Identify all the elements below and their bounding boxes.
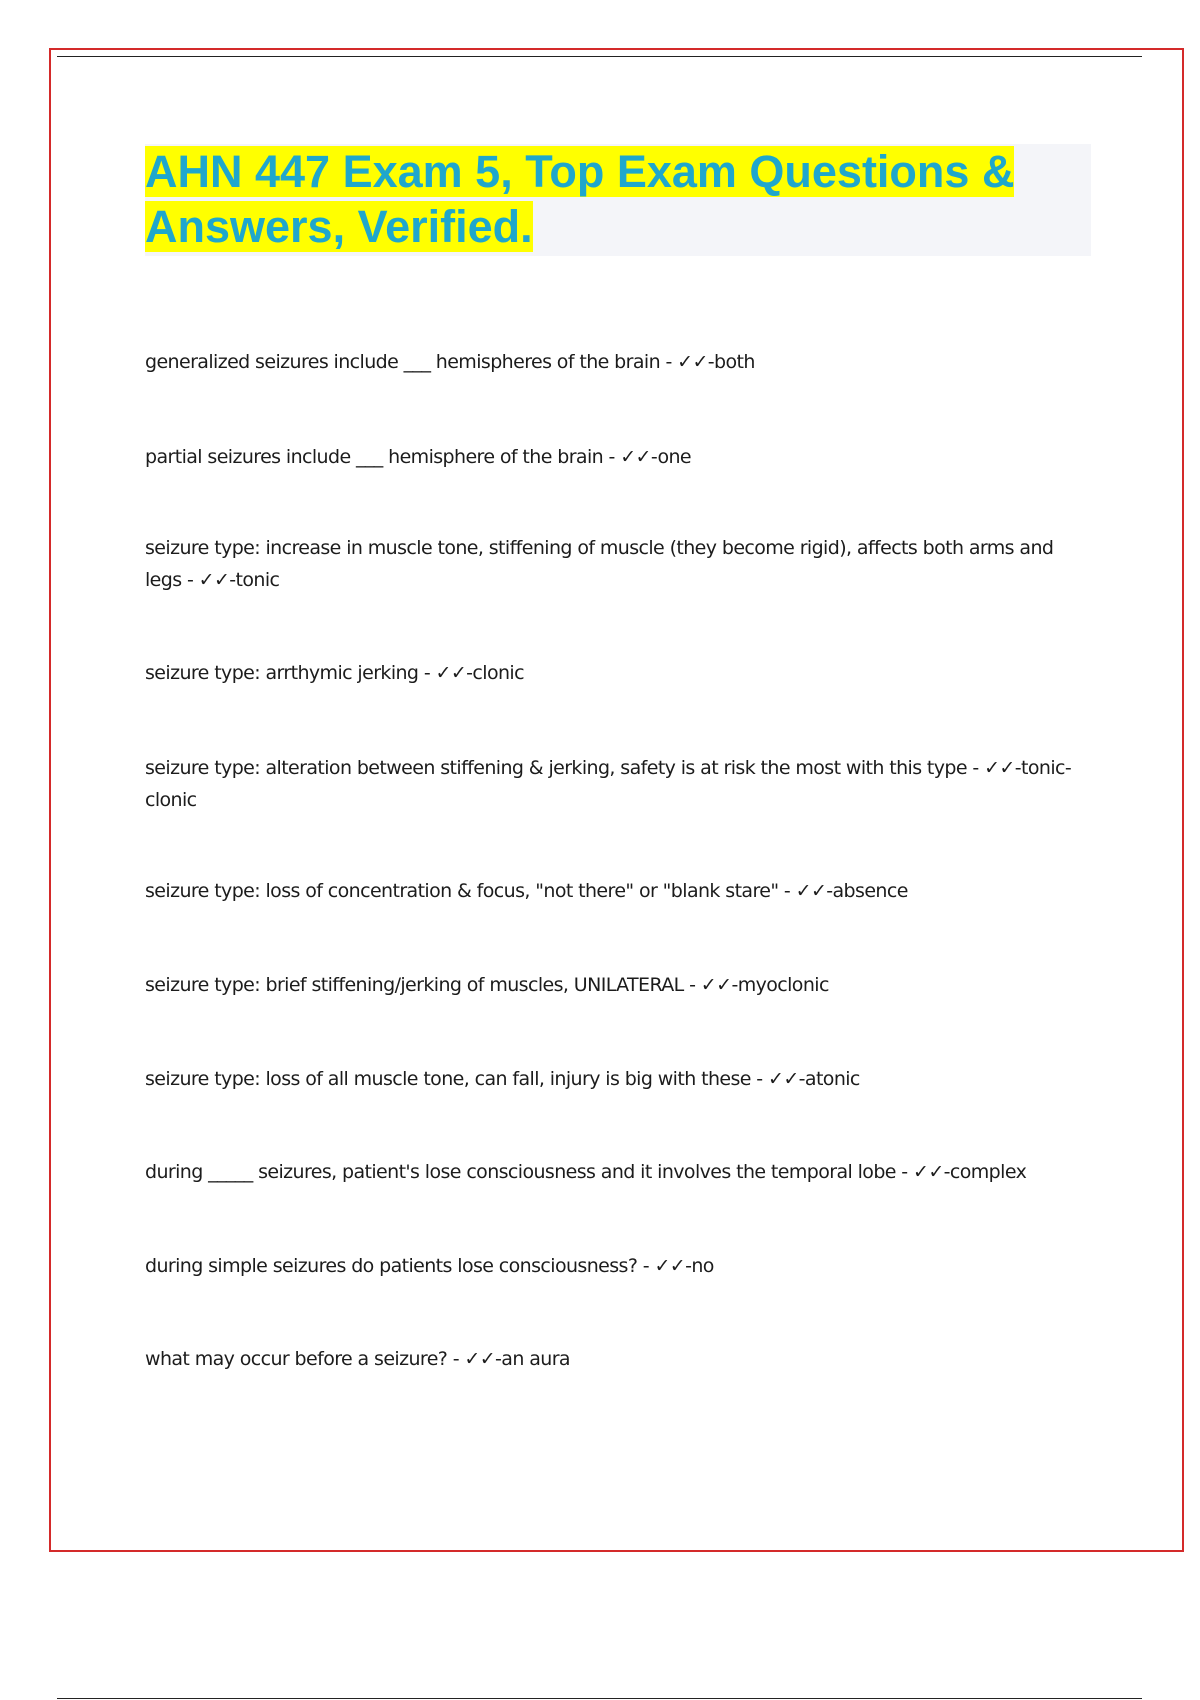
bottom-rule — [57, 1698, 1142, 1699]
document-title — [145, 144, 1091, 254]
qa-item: seizure type: loss of all muscle tone, can fall, injury is big with these - ✓✓-atonic — [145, 1068, 860, 1090]
qa-item: seizure type: increase in muscle tone, stiffening of muscle (they become rigid), affects both arms and legs - ✓✓-tonic — [145, 537, 1054, 591]
document-title-text: AHN 447 Exam 5, Top Exam Questions & Answers, Verified. — [145, 146, 1015, 252]
qa-item: during simple seizures do patients lose consciousness? - ✓✓-no — [145, 1255, 714, 1277]
qa-item: partial seizures include ___ hemisphere of the brain - ✓✓-one — [145, 446, 692, 468]
qa-item: seizure type: brief stiffening/jerking of muscles, UNILATERAL - ✓✓-myoclonic — [145, 974, 829, 996]
qa-item: what may occur before a seizure? - ✓✓-an aura — [145, 1348, 570, 1370]
qa-item: during _____ seizures, patient's lose consciousness and it involves the temporal lobe - ✓✓-complex — [145, 1161, 1027, 1183]
qa-item: seizure type: loss of concentration & focus, "not there" or "blank stare" - ✓✓-absence — [145, 880, 908, 902]
qa-item: generalized seizures include ___ hemispheres of the brain - ✓✓-both — [145, 351, 755, 373]
qa-item: seizure type: arrthymic jerking - ✓✓-clonic — [145, 662, 524, 684]
qa-item: seizure type: alteration between stiffening & jerking, safety is at risk the most with this type - ✓✓-tonic-clonic — [145, 757, 1072, 811]
